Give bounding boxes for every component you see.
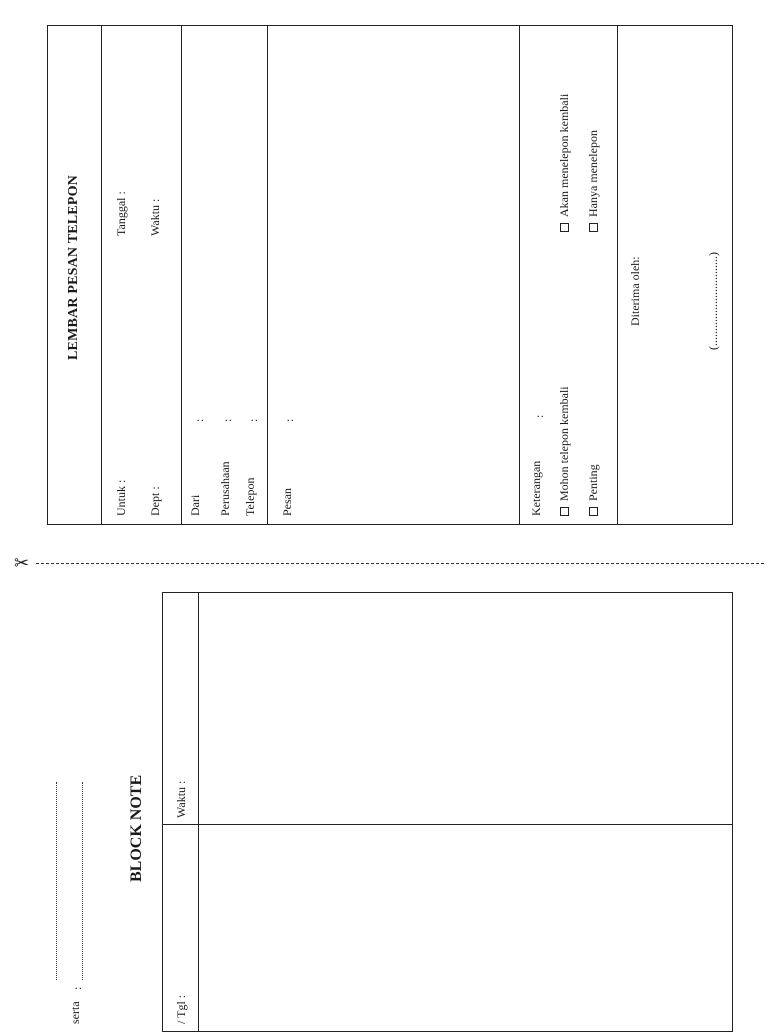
dari-label: Dari (188, 494, 202, 516)
scissors-icon: ✂ (14, 553, 30, 574)
dari-colon: : (192, 418, 206, 422)
keterangan-label: Keterangan (529, 460, 543, 516)
slip-divider-dari (267, 25, 268, 525)
slip-title: LEMBAR PESAN TELEPON (66, 175, 81, 360)
pesan-label: Pesan (280, 488, 294, 516)
peserta-colon: : (70, 986, 84, 990)
option-mohon-label: Mohon telepon kembali (557, 386, 571, 501)
slip-divider-untuk (181, 25, 182, 525)
checkbox-icon[interactable] (560, 223, 569, 232)
option-penting[interactable] (586, 464, 600, 516)
waktu-label: Waktu : (148, 198, 162, 236)
telepon-label: Telepon (243, 477, 257, 516)
perusahaan-colon: : (220, 418, 234, 422)
pesan-colon: : (282, 418, 296, 422)
block-note-column-divider (162, 824, 733, 825)
block-note-table (162, 592, 733, 1032)
perusahaan-label: Perusahaan (218, 461, 232, 516)
untuk-label: Untuk : (114, 479, 128, 516)
upper-dotted-line (56, 782, 57, 980)
option-mohon[interactable] (557, 386, 571, 516)
option-akan-label: Akan menelepon kembali (557, 93, 571, 217)
block-note-waktu-label: Waktu : (174, 780, 188, 818)
option-hanya-label: Hanya menelepon (586, 130, 600, 217)
peserta-dotted-line (82, 782, 83, 980)
cut-line (36, 563, 764, 564)
telepon-colon: : (246, 418, 260, 422)
keterangan-colon: : (532, 414, 546, 418)
checkbox-icon[interactable] (589, 507, 598, 516)
slip-divider-title (101, 25, 102, 525)
tanggal-label: Tanggal : (114, 191, 128, 236)
block-note-tgl-label: / Tgl : (174, 994, 188, 1024)
signature-line: (..............................) (706, 252, 720, 350)
option-hanya[interactable] (586, 130, 600, 232)
option-penting-label: Penting (586, 464, 600, 501)
dept-label: Dept : (148, 486, 162, 516)
diterima-label: Diterima oleh: (628, 256, 642, 326)
peserta-label: serta (68, 1001, 82, 1024)
block-note-title: BLOCK NOTE (128, 774, 145, 882)
checkbox-icon[interactable] (589, 223, 598, 232)
slip-divider-pesan (519, 25, 520, 525)
block-note-header-divider (198, 592, 199, 1032)
slip-divider-keterangan (617, 25, 618, 525)
option-akan[interactable] (557, 94, 571, 232)
checkbox-icon[interactable] (560, 507, 569, 516)
